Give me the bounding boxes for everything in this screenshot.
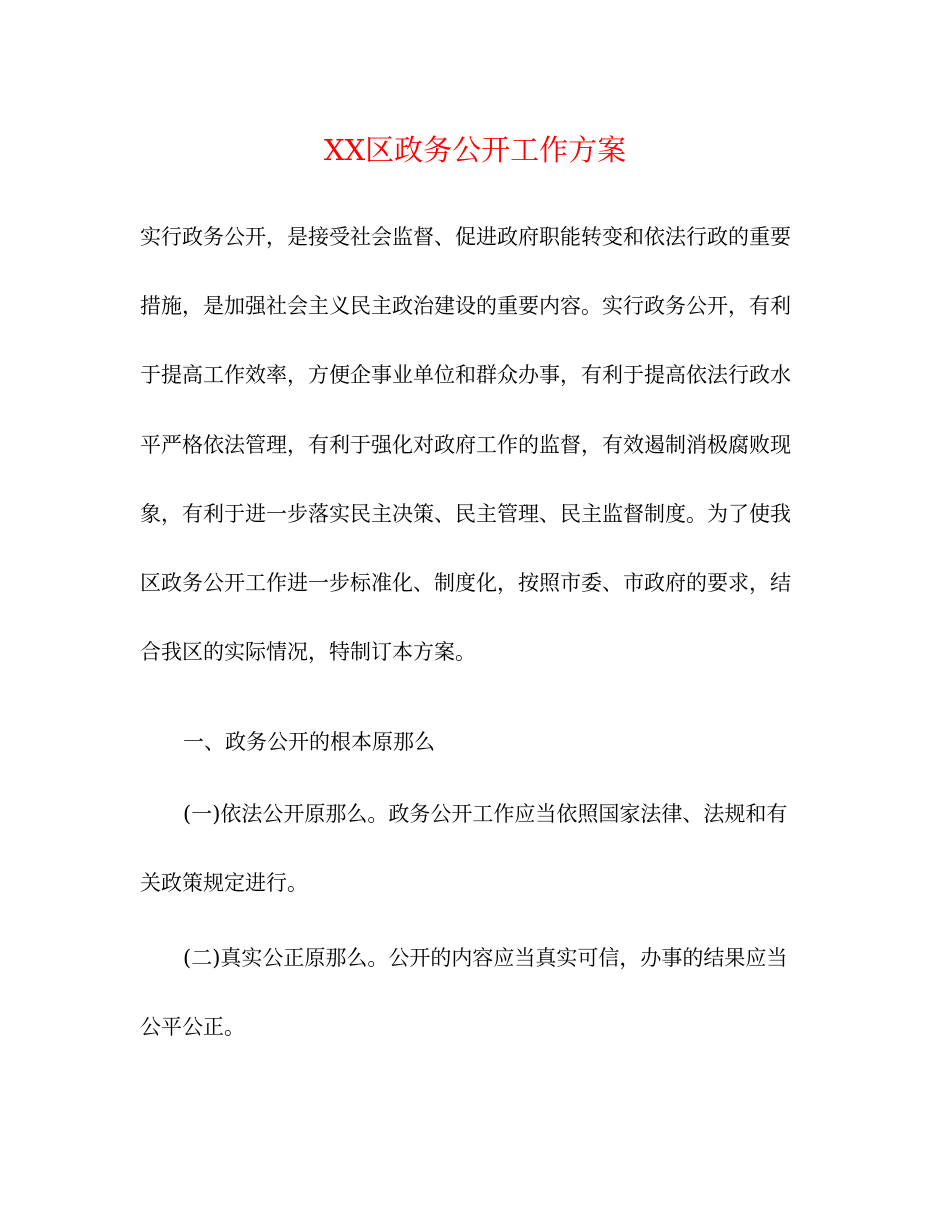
paragraph-line: (一)依法公开原那么。政务公开工作应当依照国家法律、法规和有 [183, 802, 788, 826]
document-title: XX区政务公开工作方案 [323, 133, 627, 167]
paragraph-line: 象，有利于进一步落实民主决策、民主管理、民主监督制度。为了使我 [140, 502, 791, 526]
paragraph-line: 平严格依法管理，有利于强化对政府工作的监督，有效遏制消极腐败现 [140, 433, 791, 457]
paragraph-line: 公平公正。 [140, 1015, 245, 1039]
paragraph-line: 区政务公开工作进一步标准化、制度化，按照市委、市政府的要求，结 [140, 571, 791, 595]
paragraph-line: (二)真实公正原那么。公开的内容应当真实可信，办事的结果应当 [183, 946, 788, 970]
paragraph-line: 措施，是加强社会主义民主政治建设的重要内容。实行政务公开，有利 [140, 294, 791, 318]
paragraph-line: 关政策规定进行。 [140, 871, 308, 895]
paragraph-line: 实行政务公开，是接受社会监督、促进政府职能转变和依法行政的重要 [140, 225, 791, 249]
paragraph-line: 于提高工作效率，方便企事业单位和群众办事，有利于提高依法行政水 [140, 363, 791, 387]
section-heading: 一、政务公开的根本原那么 [183, 730, 435, 754]
paragraph-line: 合我区的实际情况，特制订本方案。 [140, 640, 476, 664]
